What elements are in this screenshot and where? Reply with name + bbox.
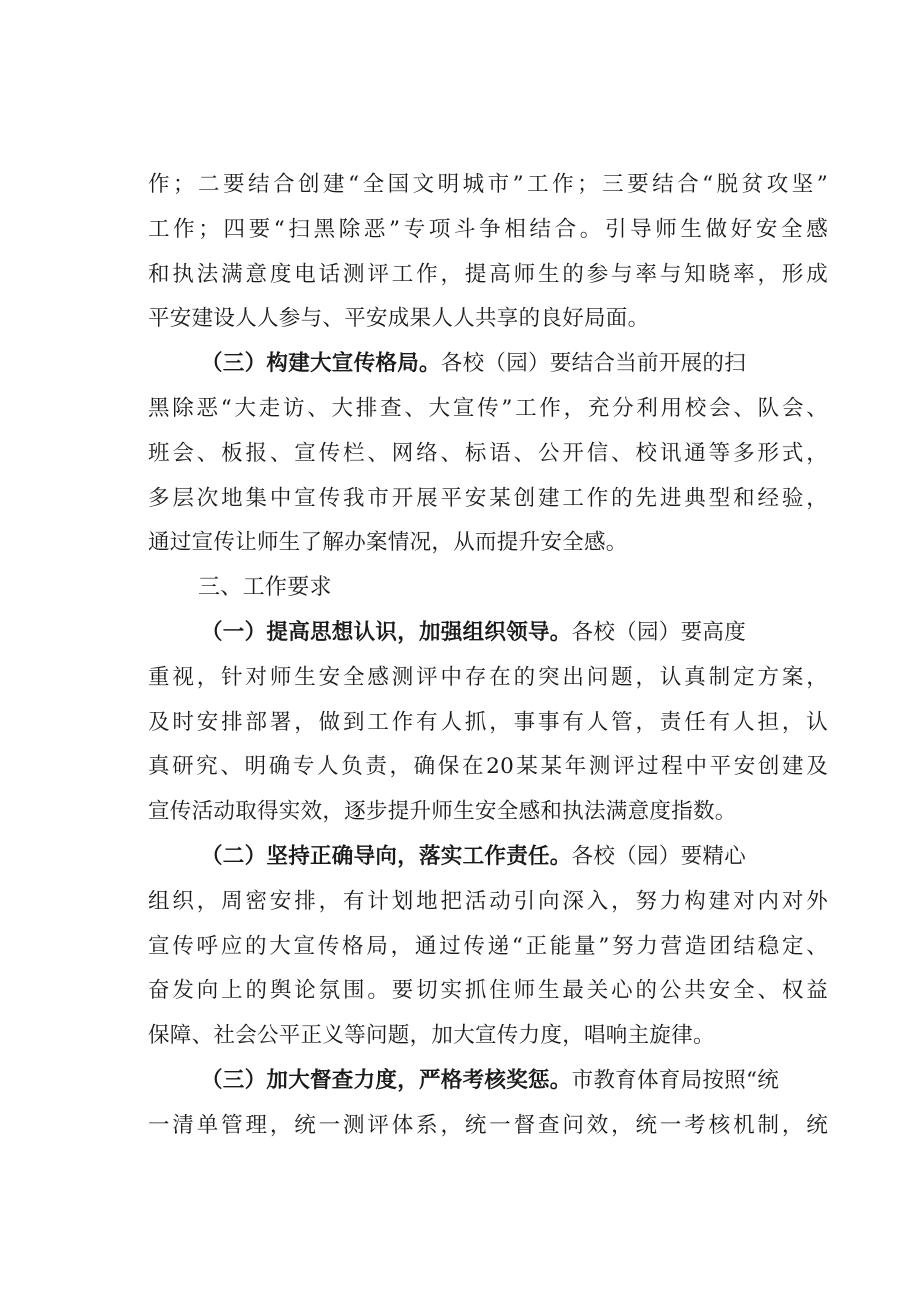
text-line: 宣传呼应的大宣传格局，通过传递“正能量”努力营造团结稳定、	[148, 933, 828, 959]
bold-lead: （三）构建大宣传格局。	[201, 351, 441, 377]
text-line: 重视，针对师生安全感测评中存在的突出问题，认真制定方案，	[148, 664, 828, 690]
bold-lead: （一）提高思想认识，加强组织领导。	[201, 619, 572, 645]
bold-lead: （三）加大督查力度，严格考核奖惩。	[201, 1067, 572, 1093]
text-line-first	[148, 342, 828, 387]
document-page	[148, 163, 828, 1149]
text-line-first	[148, 835, 828, 880]
text-line: 一清单管理，统一测评体系，统一督查问效，统一考核机制，统	[148, 1112, 828, 1138]
text-line: 工作；四要“扫黑除恶”专项斗争相结合。引导师生做好安全感	[148, 216, 828, 242]
text-run: 各校（园）要高度	[571, 619, 747, 645]
text-line: 班会、板报、宣传栏、网络、标语、公开信、校讯通等多形式，	[148, 440, 828, 466]
text-line: 真研究、明确专人负责，确保在20某某年测评过程中平安创建及	[148, 754, 828, 780]
paragraph-item	[148, 342, 828, 566]
text-line: 奋发向上的舆论氛围。要切实抓住师生最关心的公共安全、权益	[148, 978, 828, 1004]
text-line: 保障、社会公平正义等问题，加大宣传力度，唱响主旋律。	[148, 1023, 715, 1049]
paragraph-item	[148, 835, 828, 1059]
text-line: 及时安排部署，做到工作有人抓，事事有人管，责任有人担，认	[148, 709, 828, 735]
paragraph-item	[148, 611, 828, 835]
text-line: 黑除恶“大走访、大排查、大宣传”工作，充分利用校会、队会、	[148, 395, 828, 421]
paragraph-item	[148, 1059, 828, 1149]
bold-lead: （二）坚持正确导向，落实工作责任。	[201, 843, 572, 869]
text-line-first	[148, 611, 828, 656]
text-run: 各校（园）要精心	[571, 843, 747, 869]
text-line: 和执法满意度电话测评工作，提高师生的参与率与知晓率，形成	[148, 261, 828, 287]
text-line: 通过宣传让师生了解办案情况，从而提升安全感。	[148, 530, 628, 556]
text-run: 各校（园）要结合当前开展的扫	[440, 351, 747, 377]
text-line-first	[148, 1059, 828, 1104]
text-line: 多层次地集中宣传我市开展平安某创建工作的先进典型和经验，	[148, 485, 828, 511]
text-line: 组织，周密安排，有计划地把活动引向深入，努力构建对内对外	[148, 888, 828, 914]
text-line: 宣传活动取得实效，逐步提升师生安全感和执法满意度指数。	[148, 799, 737, 825]
section-heading: 三、工作要求	[198, 575, 332, 601]
text-line: 作；二要结合创建“全国文明城市”工作；三要结合“脱贫攻坚”	[148, 172, 828, 197]
text-run: 市教育体育局按照“统	[571, 1067, 780, 1093]
text-line: 平安建设人人参与、平安成果人人共享的良好局面。	[148, 306, 650, 332]
paragraph-continuation	[148, 163, 828, 342]
